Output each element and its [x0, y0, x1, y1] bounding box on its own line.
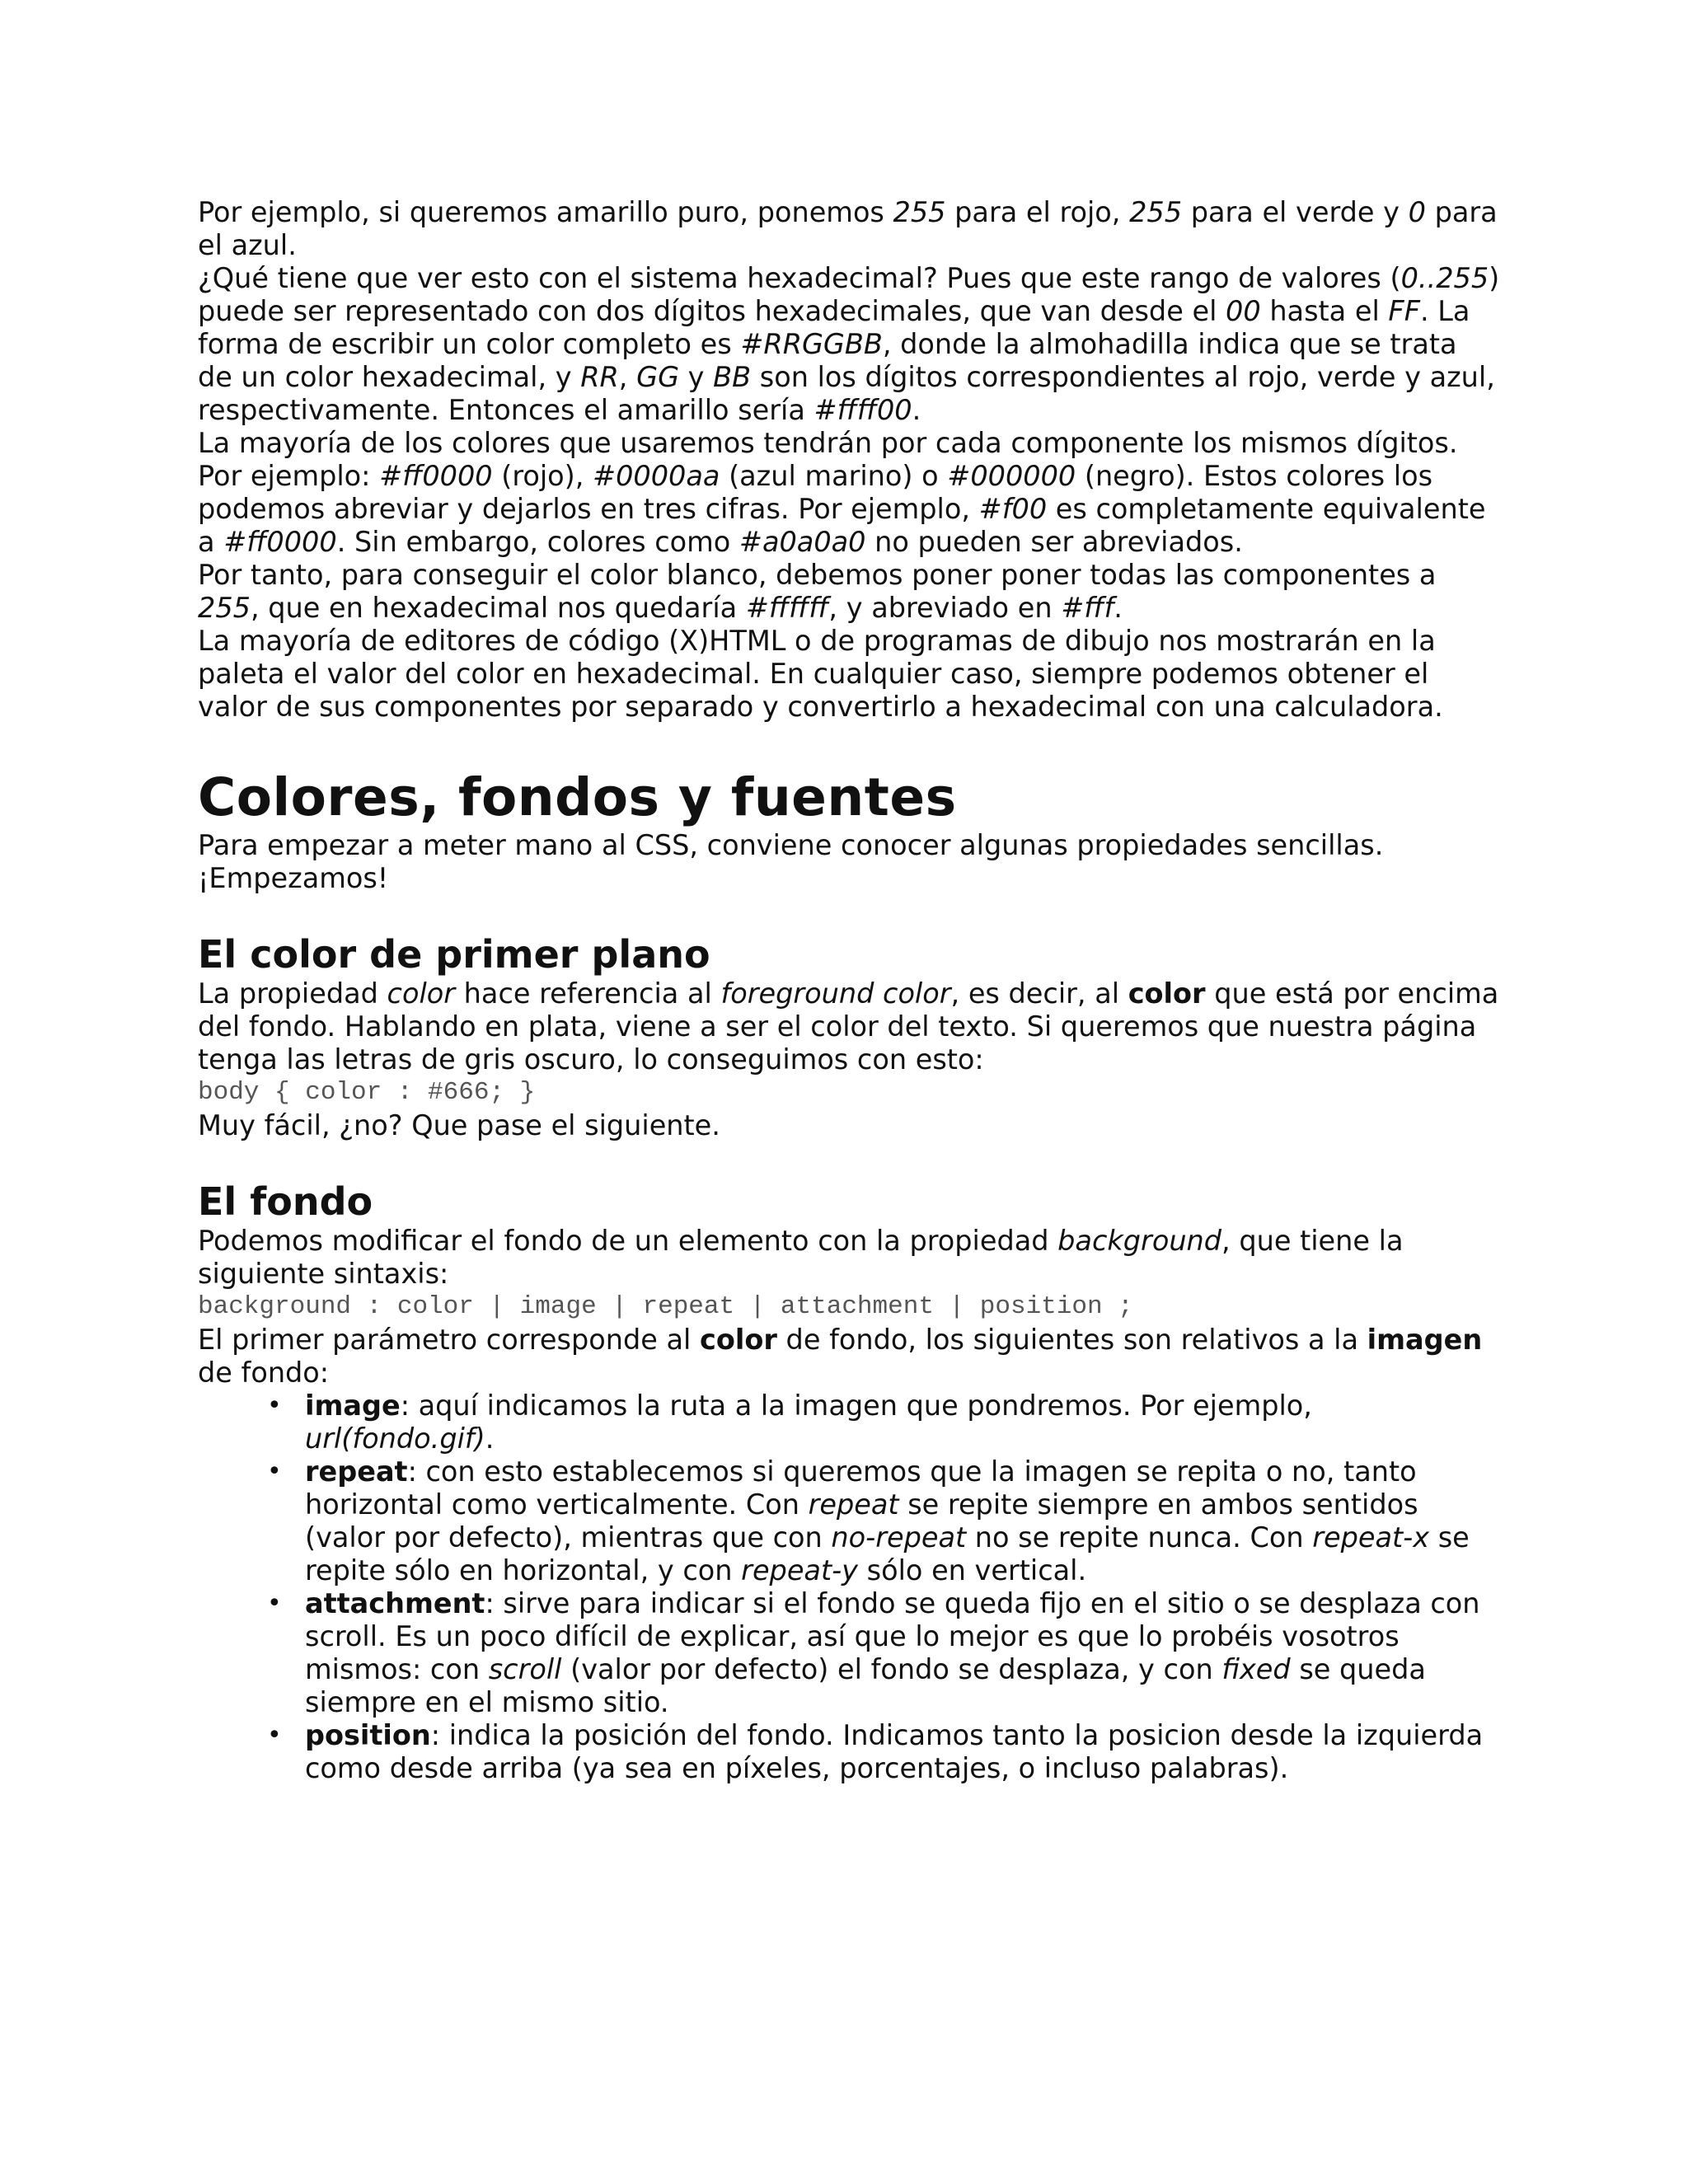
paragraph: Podemos modificar el fondo de un elemento con la propiedad background, que tiene la siguiente sintaxis: — [198, 1225, 1404, 1290]
paragraph: La mayoría de editores de código (X)HTML o de programas de dibujo nos mostrarán en la paleta el valor del color en hexadecimal. En cualquier caso, siempre podemos obtener el valor de sus componentes por separado y convertirlo a hexadecimal con una calculadora. — [198, 625, 1443, 723]
list-item-text: image: aquí indicamos la ruta a la imagen que pondremos. Por ejemplo, url(fondo.gif). — [305, 1390, 1312, 1455]
list-item-text: position: indica la posición del fondo. Indicamos tanto la posicion desde la izquierda como desde arriba (ya sea en píxeles, porcentajes, o incluso palabras). — [305, 1719, 1484, 1784]
code-line: background : color | image | repeat | attachment | position ; — [198, 1292, 1133, 1321]
paragraph: La propiedad color hace referencia al foreground color, es decir, al color que está por encima del fondo. Hablando en plata, viene a ser el color del texto. Si queremos que nuestra página tenga las letras de gris oscuro, lo conseguimos con esto: — [198, 977, 1499, 1076]
paragraph: Por ejemplo, si queremos amarillo puro, ponemos 255 para el rojo, 255 para el verde y 0 para el azul. — [198, 196, 1498, 261]
paragraph: ¿Qué tiene que ver esto con el sistema hexadecimal? Pues que este rango de valores (0..255) puede ser representado con dos dígitos hexadecimales, que van desde el 00 hasta el FF. La forma de escribir un color completo es #RRGGBB, donde la almohadilla indica que se trata de un color hexadecimal, y RR, GG y BB son los dígitos correspondientes al rojo, verde y azul, respectivamente. Entonces el amarillo sería #ffff00. — [198, 262, 1500, 426]
paragraph: Por tanto, para conseguir el color blanco, debemos poner poner todas las componentes a 255, que en hexadecimal nos quedaría #ffffff, y abreviado en #fff. — [198, 559, 1437, 624]
bullet-icon: • — [267, 1721, 282, 1750]
paragraph: El primer parámetro corresponde al color de fondo, los siguientes son relativos a la imagen de fondo: — [198, 1324, 1483, 1389]
intro-section — [198, 196, 1500, 724]
bullet-icon: • — [267, 1589, 282, 1618]
document-page — [198, 196, 1500, 1785]
list-item-text: attachment: sirve para indicar si el fondo se queda fijo en el sitio o se desplaza con scroll. Es un poco difícil de explicar, así que lo mejor es que lo probéis vosotros mismos: con scroll (valor por defecto) el fondo se desplaza, y con fixed se queda siempre en el mismo sitio. — [305, 1587, 1480, 1718]
subsection-heading: El fondo — [198, 1179, 373, 1224]
code-line: body { color : #666; } — [198, 1078, 536, 1107]
paragraph: Muy fácil, ¿no? Que pase el siguiente. — [198, 1109, 720, 1141]
bullet-icon: • — [267, 1457, 282, 1486]
paragraph: Para empezar a meter mano al CSS, conviene conocer algunas propiedades sencillas. ¡Empezamos! — [198, 829, 1384, 894]
subsection-heading: El color de primer plano — [198, 932, 710, 977]
paragraph: La mayoría de los colores que usaremos tendrán por cada componente los mismos dígitos. Por ejemplo: #ff0000 (rojo), #0000aa (azul marino) o #000000 (negro). Estos colores los podemos abreviar y dejarlos en tres cifras. Por ejemplo, #f00 es completamente equivalente a #ff0000. Sin embargo, colores como #a0a0a0 no pueden ser abreviados. — [198, 427, 1486, 558]
list-item — [267, 1390, 1500, 1455]
bullet-list — [198, 1390, 1500, 1785]
section-heading: Colores, fondos y fuentes — [198, 767, 957, 827]
list-item — [267, 1719, 1500, 1785]
bullet-icon: • — [267, 1391, 282, 1420]
list-item — [267, 1455, 1500, 1587]
list-item-text: repeat: con esto establecemos si queremos que la imagen se repita o no, tanto horizontal como verticalmente. Con repeat se repite siempre en ambos sentidos (valor por defecto), mientras que con no-repeat no se repite nunca. Con repeat-x se repite sólo en horizontal, y con repeat-y sólo en vertical. — [305, 1455, 1470, 1586]
list-item — [267, 1587, 1500, 1719]
